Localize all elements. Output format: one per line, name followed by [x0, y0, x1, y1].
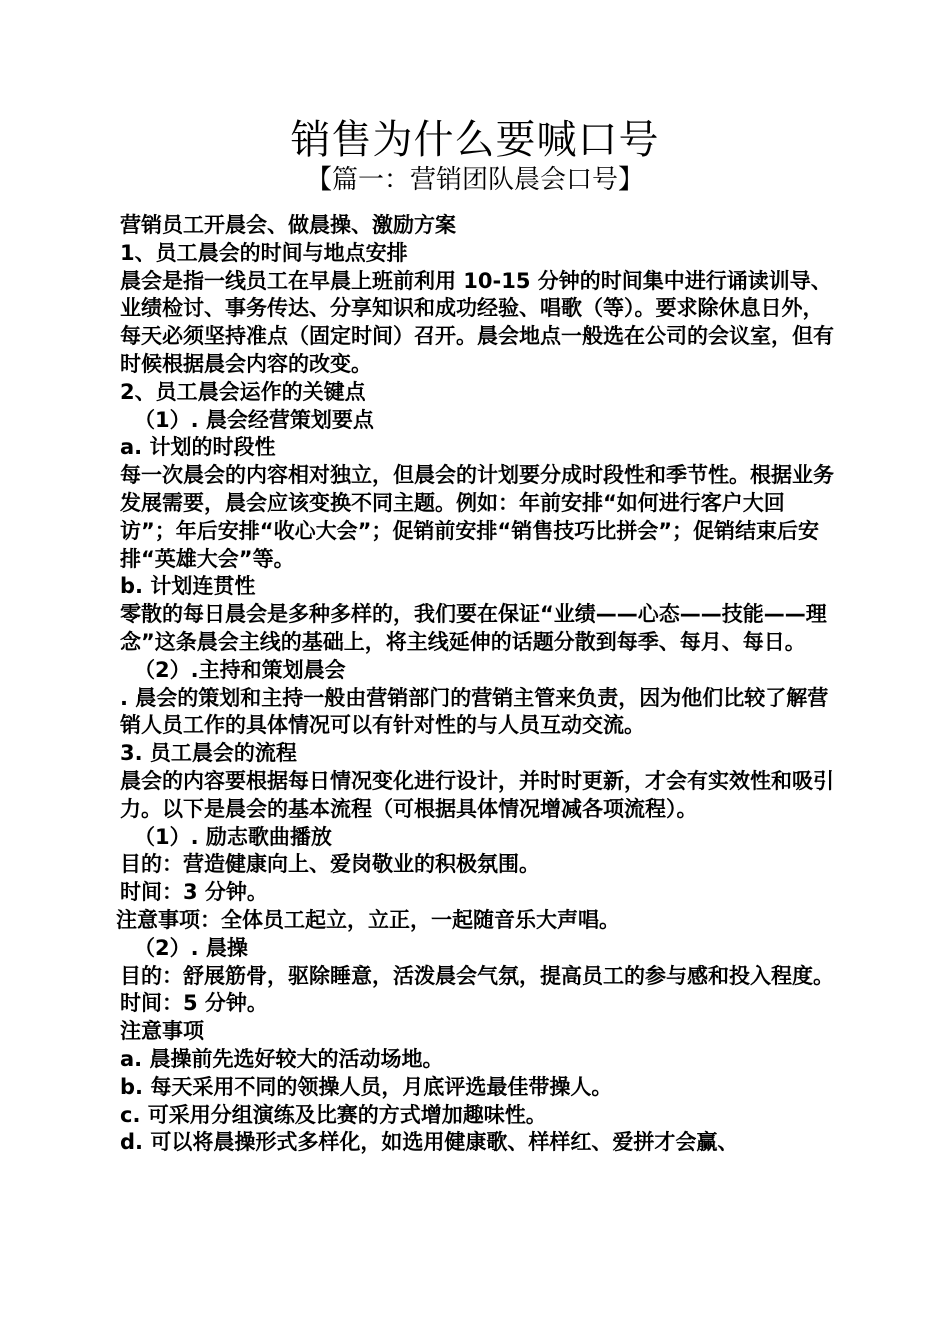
paragraph: b. 计划连贯性	[120, 574, 256, 599]
paragraph: 目的：营造健康向上、爱岗敬业的积极氛围。	[120, 852, 540, 877]
paragraph: 晨会是指一线员工在早晨上班前利用 10-15 分钟的时间集中进行诵读训导、业绩检讨、事务传达、分享知识和成功经验、唱歌（等）。要求除休息日外，每天必须坚持准点（固定时间）召开。晨会地点一般选在公司的会议室，但有时候根据晨会内容的改变。	[120, 268, 834, 376]
paragraph: 目的：舒展筋骨，驱除睡意，活泼晨会气氛，提高员工的参与感和投入程度。时间：5 分钟。	[120, 963, 834, 1016]
paragraph: （1）. 晨会经营策划要点	[134, 407, 374, 432]
paragraph: 2、员工晨会运作的关键点	[120, 379, 366, 404]
paragraph: 零散的每日晨会是多种多样的，我们要在保证“业绩——心态——技能——理念”这条晨会主线的基础上，将主线延伸的话题分散到每季、每月、每日。	[120, 602, 827, 654]
paragraph: 每一次晨会的内容相对独立，但晨会的计划要分成时段性和季节性。根据业务发展需要，晨会应该变换不同主题。例如：年前安排“如何进行客户大回访”；年后安排“收心大会”；促销前安排“销售技巧比拼会”；促销结束后安排“英雄大会”等。	[120, 463, 834, 571]
paragraph: a. 晨操前先选好较大的活动场地。	[120, 1046, 444, 1071]
paragraph: a. 计划的时段性	[120, 435, 276, 460]
paragraph: 注意事项	[120, 1019, 204, 1044]
paragraph: （2）.主持和策划晨会	[134, 657, 346, 682]
paragraph: 晨会的内容要根据每日情况变化进行设计，并时时更新，才会有实效性和吸引力。以下是晨会的基本流程（可根据具体情况增减各项流程）。	[120, 768, 834, 821]
document-subtitle: 【篇一：营销团队晨会口号】	[305, 165, 644, 195]
paragraph: （1）. 励志歌曲播放	[134, 824, 332, 849]
paragraph: 注意事项：全体员工起立，立正，一起随音乐大声唱。	[116, 907, 620, 932]
paragraph: c. 可采用分组演练及比赛的方式增加趣味性。	[120, 1102, 547, 1127]
paragraph: （2）. 晨操	[134, 935, 248, 960]
paragraph: 时间：3 分钟。	[120, 880, 268, 905]
paragraph: d. 可以将晨操形式多样化，如选用健康歌、样样红、爱拼才会赢、	[120, 1130, 739, 1155]
paragraph: 1、员工晨会的时间与地点安排	[120, 240, 408, 265]
document-title: 销售为什么要喊口号	[290, 117, 660, 163]
paragraph: 3. 员工晨会的流程	[120, 741, 297, 766]
paragraph: 营销员工开晨会、做晨操、激励方案	[120, 213, 456, 237]
document-body	[116, 212, 840, 1157]
paragraph: b. 每天采用不同的领操人员，月底评选最佳带操人。	[120, 1074, 613, 1099]
paragraph: . 晨会的策划和主持一般由营销部门的营销主管来负责，因为他们比较了解营销人员工作的具体情况可以有针对性的与人员互动交流。	[120, 685, 829, 738]
